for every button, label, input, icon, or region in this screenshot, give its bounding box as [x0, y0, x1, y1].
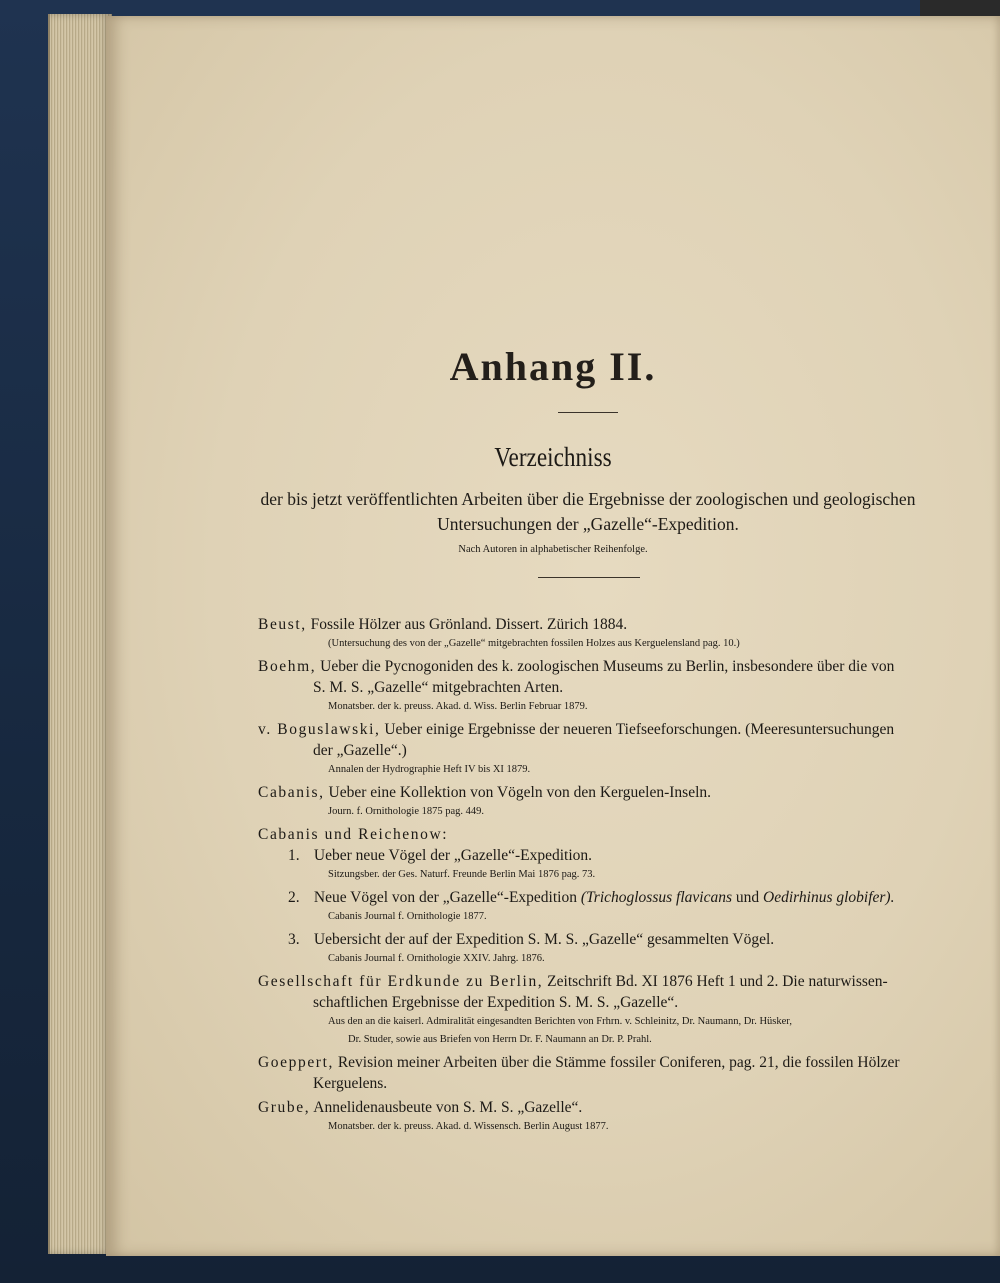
page-edges	[48, 14, 112, 1254]
ordering-note: Nach Autoren in alphabetischer Reihenfolge.	[458, 544, 648, 555]
entry-text-continued: schaftlichen Ergebnisse der Expedition S. M. S. „Gazelle“.	[313, 994, 679, 1011]
sub-entry-text: Neue Vögel von der „Gazelle“-Expedition	[313, 889, 577, 906]
entry-source: Monatsber. der k. preuss. Akad. d. Wissensch. Berlin August 1877.	[328, 1121, 609, 1132]
entry-text: Ueber die Pycnogoniden des k. zoologischen Museums zu Berlin, insbesondere über die von	[320, 658, 895, 675]
entry-author: Grube,	[258, 1099, 311, 1116]
entry-author: Gesellschaft für Erdkunde zu Berlin,	[258, 973, 544, 990]
entry-source-continued: Dr. Studer, sowie aus Briefen von Herrn Dr. F. Naumann an Dr. P. Prahl.	[348, 1034, 652, 1045]
entry-grube	[258, 1097, 918, 1136]
sub-entry-number: 3.	[288, 931, 300, 948]
sub-entry-source: Cabanis Journal f. Ornithologie XXIV. Jahrg. 1876.	[328, 953, 545, 964]
sub-entry-text: Ueber neue Vögel der „Gazelle“-Expedition.	[313, 847, 593, 864]
entry-goeppert	[258, 1052, 918, 1094]
entry-author: Beust,	[258, 616, 307, 633]
entry-gesellschaft	[258, 971, 918, 1049]
entry-source: Aus den an die kaiserl. Admiralität eingesandten Berichten von Frhrn. v. Schleinitz, Dr. Naumann, Dr. Hüsker,	[328, 1016, 792, 1027]
entry-author: Cabanis und Reichenow:	[258, 826, 449, 843]
entry-author: Cabanis,	[258, 784, 325, 801]
page-title: Anhang II.	[449, 344, 657, 389]
entry-text: Zeitschrift Bd. XI 1876 Heft 1 und 2. Die naturwissen-	[547, 973, 888, 990]
entry-text: Revision meiner Arbeiten über die Stämme fossiler Coniferen, pag. 21, die fossilen Hölzer	[337, 1054, 900, 1071]
entry-source: Monatsber. der k. preuss. Akad. d. Wiss. Berlin Februar 1879.	[328, 701, 588, 712]
entry-text: Fossile Hölzer aus Grönland. Dissert. Zürich 1884.	[310, 616, 628, 633]
entry-text: Ueber eine Kollektion von Vögeln von den Kerguelen-Inseln.	[328, 784, 712, 801]
entry-beust	[258, 614, 918, 653]
entry-author: v. Boguslawski,	[258, 721, 381, 738]
entry-boehm	[258, 656, 918, 716]
sub-entry-text: Uebersicht der auf der Expedition S. M. S. „Gazelle“ gesammelten Vögel.	[313, 931, 775, 948]
entry-source: (Untersuchung des von der „Gazelle“ mitgebrachten fossilen Holzes aus Kerguelensland pag. 10.)	[328, 638, 740, 649]
conjunction: und	[735, 889, 760, 906]
entry-text-continued: der „Gazelle“.)	[313, 742, 407, 759]
sub-entry	[258, 887, 918, 908]
sub-entry-number: 2.	[288, 889, 300, 906]
section-heading: Verzeichniss	[494, 442, 612, 472]
entry-text-continued: S. M. S. „Gazelle“ mitgebrachten Arten.	[313, 679, 564, 696]
entry-text-continued: Kerguelens.	[313, 1075, 388, 1092]
section-subtitle: der bis jetzt veröffentlichten Arbeiten über die Ergebnisse der zoologischen und geologischen Untersuchungen der „Gazelle“-Expedition.	[260, 489, 916, 534]
bibliography-list	[258, 614, 918, 1139]
entry-text: Annelidenausbeute von S. M. S. „Gazelle“.	[313, 1099, 583, 1116]
entry-boguslawski	[258, 719, 918, 779]
entry-source: Journ. f. Ornithologie 1875 pag. 449.	[328, 806, 485, 817]
sub-entry-number: 1.	[288, 847, 300, 864]
entry-text: Ueber einige Ergebnisse der neueren Tiefseeforschungen. (Meeresuntersuchungen	[384, 721, 895, 738]
entry-source: Annalen der Hydrographie Heft IV bis XI 1879.	[328, 764, 531, 775]
sub-entry	[258, 845, 918, 866]
book-page	[106, 16, 1000, 1256]
entry-author: Boehm,	[258, 658, 317, 675]
sub-entry-source: Sitzungsber. der Ges. Naturf. Freunde Berlin Mai 1876 pag. 73.	[328, 869, 596, 880]
title-divider	[558, 412, 618, 413]
sub-entry	[258, 929, 918, 950]
entry-author: Goeppert,	[258, 1054, 334, 1071]
sub-entry-source: Cabanis Journal f. Ornithologie 1877.	[328, 911, 487, 922]
section-divider	[538, 577, 640, 578]
species-name: Oedirhinus globifer).	[763, 889, 895, 906]
entry-cabanis-reichenow	[258, 824, 918, 968]
species-name: (Trichoglossus flavicans	[580, 889, 732, 906]
entry-cabanis	[258, 782, 918, 821]
